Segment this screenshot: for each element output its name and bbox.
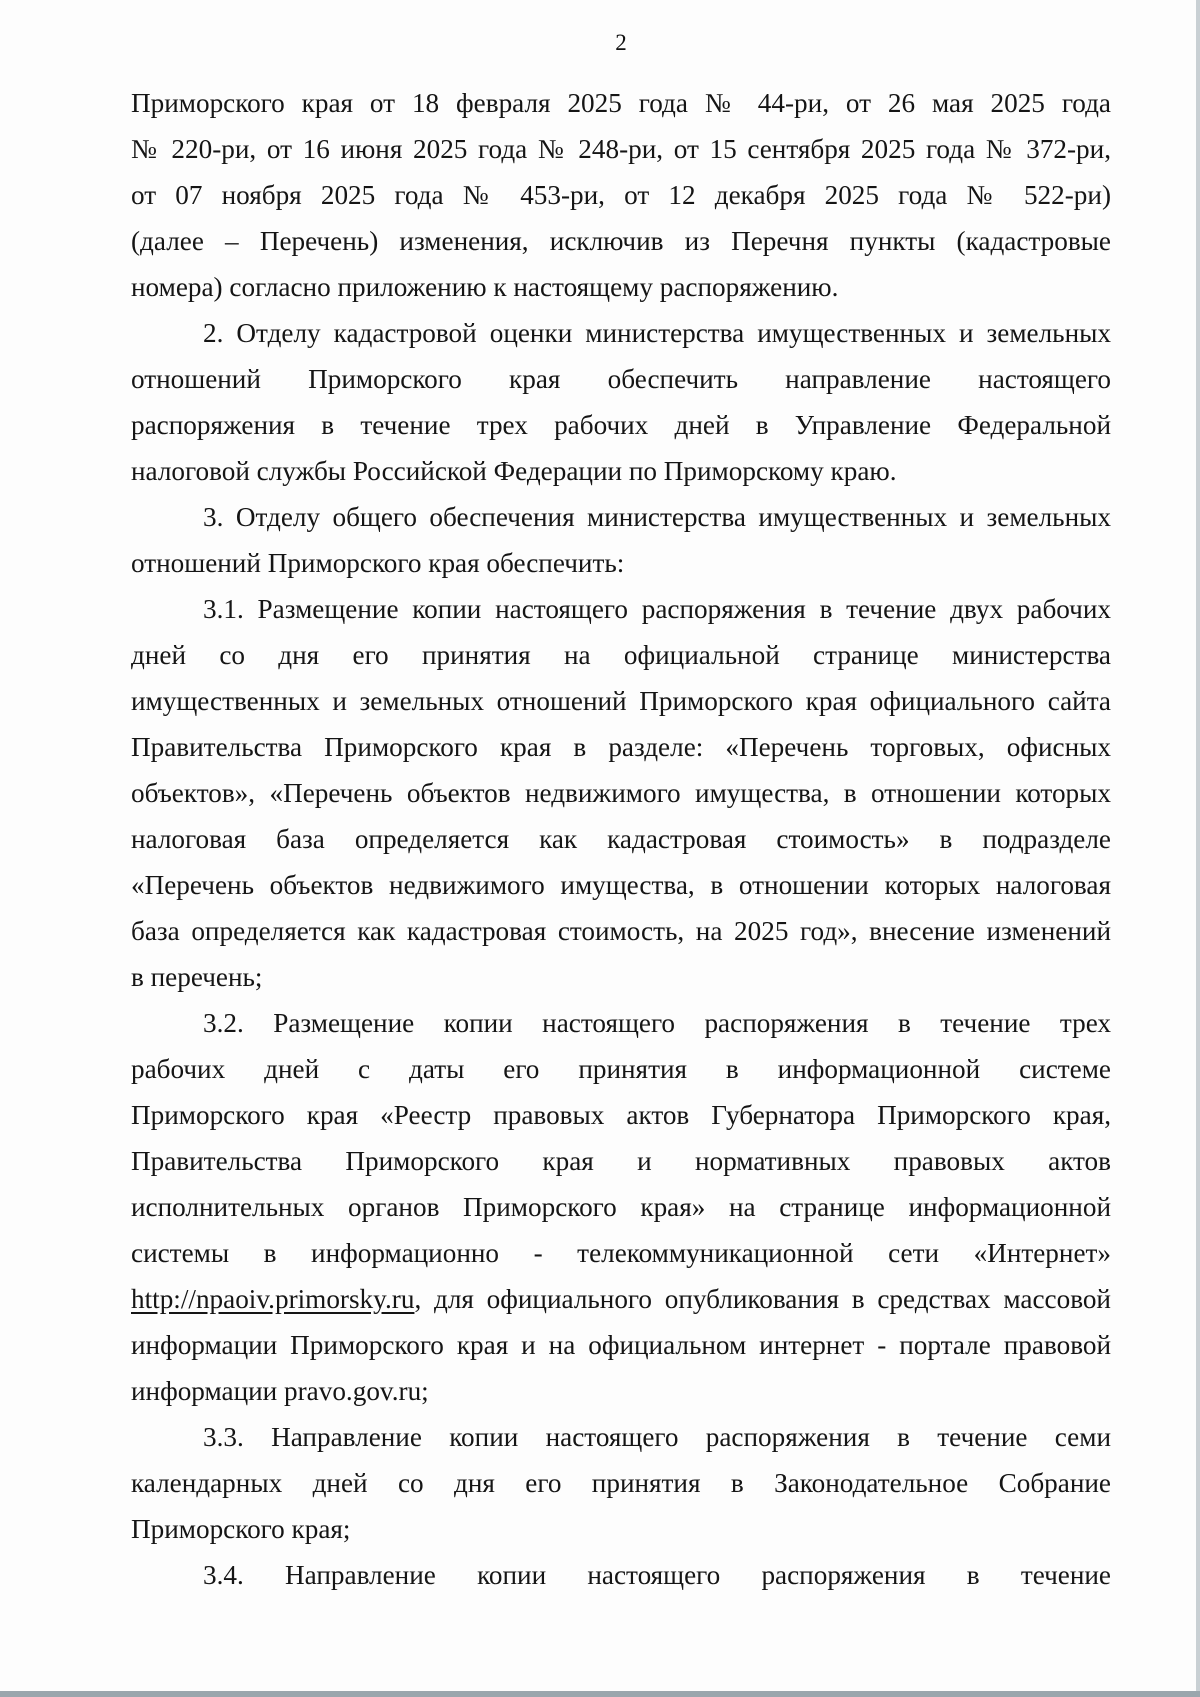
paragraph-item-3-4 — [131, 1552, 1111, 1598]
text-line: информации Приморского края и на официальном интернет - портале правовой — [131, 1330, 1111, 1360]
text-line: от 07 ноября 2025 года № 453-ри, от 12 декабря 2025 года № 522-ри) — [131, 180, 1111, 210]
text-line: налоговой службы Российской Федерации по Приморскому краю. — [131, 456, 897, 486]
text-line: 3. Отделу общего обеспечения министерства имущественных и земельных — [203, 502, 1111, 532]
text-line: информации pravo.gov.ru; — [131, 1376, 429, 1406]
page-number: 2 — [615, 30, 627, 55]
text-line: рабочих дней с даты его принятия в информационной системе — [131, 1054, 1111, 1084]
text-line: номера) согласно приложению к настоящему распоряжению. — [131, 272, 839, 302]
text-line: в перечень; — [131, 962, 263, 992]
link-tail-text: , для официального опубликования в средствах массовой — [414, 1284, 1111, 1314]
text-line: отношений Приморского края обеспечить направление настоящего — [131, 364, 1111, 394]
text-line: 3.3. Направление копии настоящего распоряжения в течение семи — [203, 1422, 1111, 1452]
text-line: Правительства Приморского края и нормативных правовых актов — [131, 1146, 1111, 1176]
text-line: 3.4. Направление копии настоящего распоряжения в течение — [203, 1560, 1111, 1590]
paragraph-item-3-2 — [131, 1000, 1111, 1414]
text-line: исполнительных органов Приморского края» на странице информационной — [131, 1192, 1111, 1222]
paragraph-item-3-3 — [131, 1414, 1111, 1552]
paragraph-item-3-1 — [131, 586, 1111, 1000]
document-body — [131, 80, 1111, 1598]
text-line: календарных дней со дня его принятия в Законодательное Собрание — [131, 1468, 1111, 1498]
text-line: Приморского края; — [131, 1514, 351, 1544]
text-line: имущественных и земельных отношений Приморского края официального сайта — [131, 686, 1111, 716]
text-line: 2. Отделу кадастровой оценки министерства имущественных и земельных — [203, 318, 1111, 348]
text-line: Приморского края «Реестр правовых актов Губернатора Приморского края, — [131, 1100, 1111, 1130]
text-line-with-link — [131, 1276, 1111, 1322]
text-line: 3.2. Размещение копии настоящего распоряжения в течение трех — [203, 1008, 1111, 1038]
paragraph-list-amendment-continuation — [131, 80, 1111, 310]
text-line: отношений Приморского края обеспечить: — [131, 548, 625, 578]
text-line: № 220-ри, от 16 июня 2025 года № 248-ри, от 15 сентября 2025 года № 372-ри, — [131, 134, 1111, 164]
text-line: 3.1. Размещение копии настоящего распоряжения в течение двух рабочих — [203, 594, 1111, 624]
paragraph-item-3 — [131, 494, 1111, 586]
text-line: налоговая база определяется как кадастровая стоимость» в подразделе — [131, 824, 1111, 854]
npaoiv-link[interactable]: http://npaoiv.primorsky.ru — [131, 1284, 415, 1314]
text-line: (далее – Перечень) изменения, исключив из Перечня пункты (кадастровые — [131, 226, 1111, 256]
text-line: распоряжения в течение трех рабочих дней в Управление Федеральной — [131, 410, 1111, 440]
text-line: база определяется как кадастровая стоимость, на 2025 год», внесение изменений — [131, 916, 1111, 946]
text-line: объектов», «Перечень объектов недвижимого имущества, в отношении которых — [131, 778, 1111, 808]
paragraph-item-2 — [131, 310, 1111, 494]
text-line: Приморского края от 18 февраля 2025 года № 44-ри, от 26 мая 2025 года — [131, 88, 1111, 118]
text-line: системы в информационно - телекоммуникационной сети «Интернет» — [131, 1238, 1111, 1268]
text-line: «Перечень объектов недвижимого имущества, в отношении которых налоговая — [131, 870, 1111, 900]
text-line: Правительства Приморского края в разделе: «Перечень торговых, офисных — [131, 732, 1111, 762]
text-line: дней со дня его принятия на официальной странице министерства — [131, 640, 1111, 670]
